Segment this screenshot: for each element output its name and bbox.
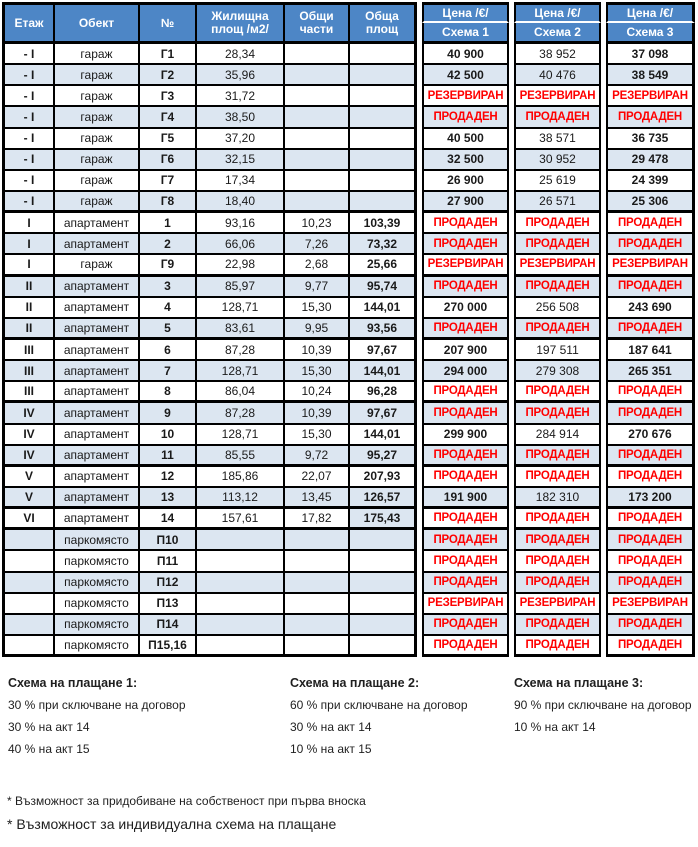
- cell-living-row-17: 86,04: [197, 382, 285, 403]
- cell-s2-row-16: 279 308: [514, 361, 601, 382]
- cell-s1-row-16: 294 000: [422, 361, 509, 382]
- cell-common-row-17: 10,24: [285, 382, 350, 403]
- cell-common-row-10: 7,26: [285, 234, 350, 255]
- cell-object-row-20: апартамент: [55, 446, 140, 467]
- cell-s1-row-11: РЕЗЕРВИРАН: [422, 255, 509, 276]
- cell-living-row-3: 31,72: [197, 86, 285, 107]
- price-table: [2, 2, 695, 657]
- cell-s1-row-2: 42 500: [422, 65, 509, 86]
- cell-floor-row-26: [2, 573, 55, 594]
- cell-s1-row-27: РЕЗЕРВИРАН: [422, 594, 509, 615]
- cell-living-row-13: 128,71: [197, 298, 285, 319]
- cell-s2-row-13: 256 508: [514, 298, 601, 319]
- cell-s3-row-24: ПРОДАДЕН: [606, 530, 695, 551]
- cell-common-row-8: [285, 192, 350, 213]
- cell-total-row-29: [350, 636, 417, 657]
- cell-floor-row-1: - I: [2, 44, 55, 65]
- cell-living-row-1: 28,34: [197, 44, 285, 65]
- payment-scheme-1-line: 30 % при сключване на договор: [8, 698, 186, 712]
- cell-s3-row-17: ПРОДАДЕН: [606, 382, 695, 403]
- cell-object-row-2: гараж: [55, 65, 140, 86]
- cell-living-row-12: 85,97: [197, 277, 285, 298]
- cell-no-row-14: 5: [140, 319, 197, 340]
- cell-s2-row-5: 38 571: [514, 129, 601, 150]
- cell-floor-row-28: [2, 615, 55, 636]
- cell-living-row-27: [197, 594, 285, 615]
- cell-common-row-5: [285, 129, 350, 150]
- cell-total-row-26: [350, 573, 417, 594]
- cell-no-row-22: 13: [140, 488, 197, 509]
- cell-living-row-18: 87,28: [197, 403, 285, 424]
- cell-living-row-2: 35,96: [197, 65, 285, 86]
- cell-s3-row-23: ПРОДАДЕН: [606, 509, 695, 530]
- cell-common-row-29: [285, 636, 350, 657]
- cell-floor-row-24: [2, 530, 55, 551]
- cell-common-row-14: 9,95: [285, 319, 350, 340]
- cell-floor-row-13: II: [2, 298, 55, 319]
- cell-common-row-23: 17,82: [285, 509, 350, 530]
- cell-no-row-20: 11: [140, 446, 197, 467]
- cell-s3-row-19: 270 676: [606, 425, 695, 446]
- cell-s3-row-25: ПРОДАДЕН: [606, 551, 695, 572]
- cell-no-row-8: Г8: [140, 192, 197, 213]
- cell-s3-row-29: ПРОДАДЕН: [606, 636, 695, 657]
- cell-common-row-9: 10,23: [285, 213, 350, 234]
- cell-total-row-20: 95,27: [350, 446, 417, 467]
- cell-s3-row-4: ПРОДАДЕН: [606, 107, 695, 128]
- cell-s1-row-12: ПРОДАДЕН: [422, 277, 509, 298]
- cell-s1-row-20: ПРОДАДЕН: [422, 446, 509, 467]
- cell-living-row-8: 18,40: [197, 192, 285, 213]
- cell-s1-row-28: ПРОДАДЕН: [422, 615, 509, 636]
- cell-s3-row-8: 25 306: [606, 192, 695, 213]
- cell-common-row-11: 2,68: [285, 255, 350, 276]
- cell-s2-row-8: 26 571: [514, 192, 601, 213]
- cell-floor-row-23: VI: [2, 509, 55, 530]
- cell-total-row-18: 97,67: [350, 403, 417, 424]
- cell-s3-row-22: 173 200: [606, 488, 695, 509]
- cell-total-row-13: 144,01: [350, 298, 417, 319]
- cell-common-row-28: [285, 615, 350, 636]
- cell-common-row-25: [285, 551, 350, 572]
- cell-s3-row-3: РЕЗЕРВИРАН: [606, 86, 695, 107]
- cell-s3-row-12: ПРОДАДЕН: [606, 277, 695, 298]
- cell-s3-row-27: РЕЗЕРВИРАН: [606, 594, 695, 615]
- cell-s3-row-11: РЕЗЕРВИРАН: [606, 255, 695, 276]
- header-total-area: Обща площ: [350, 2, 417, 44]
- cell-no-row-25: П11: [140, 551, 197, 572]
- cell-total-row-7: [350, 171, 417, 192]
- cell-common-row-13: 15,30: [285, 298, 350, 319]
- cell-no-row-21: 12: [140, 467, 197, 488]
- cell-s3-row-20: ПРОДАДЕН: [606, 446, 695, 467]
- cell-living-row-24: [197, 530, 285, 551]
- cell-object-row-3: гараж: [55, 86, 140, 107]
- cell-s3-row-5: 36 735: [606, 129, 695, 150]
- cell-floor-row-16: III: [2, 361, 55, 382]
- cell-floor-row-6: - I: [2, 150, 55, 171]
- header-price-scheme3: Цена /€/: [606, 2, 695, 23]
- cell-no-row-24: П10: [140, 530, 197, 551]
- cell-object-row-8: гараж: [55, 192, 140, 213]
- cell-s2-row-23: ПРОДАДЕН: [514, 509, 601, 530]
- footnote-individual-scheme: * Възможност за индивидуална схема на плащане: [7, 816, 337, 832]
- cell-living-row-5: 37,20: [197, 129, 285, 150]
- payment-scheme-2: [290, 676, 520, 756]
- footnote-first-installment: * Възможност за придобиване на собственост при първа вноска: [7, 794, 366, 808]
- cell-total-row-24: [350, 530, 417, 551]
- cell-total-row-14: 93,56: [350, 319, 417, 340]
- cell-total-row-12: 95,74: [350, 277, 417, 298]
- cell-s1-row-22: 191 900: [422, 488, 509, 509]
- cell-no-row-6: Г6: [140, 150, 197, 171]
- cell-s2-row-12: ПРОДАДЕН: [514, 277, 601, 298]
- cell-s1-row-8: 27 900: [422, 192, 509, 213]
- cell-no-row-27: П13: [140, 594, 197, 615]
- cell-floor-row-3: - I: [2, 86, 55, 107]
- cell-living-row-22: 113,12: [197, 488, 285, 509]
- cell-common-row-24: [285, 530, 350, 551]
- cell-no-row-29: П15,16: [140, 636, 197, 657]
- payment-scheme-1: [8, 676, 238, 756]
- cell-object-row-7: гараж: [55, 171, 140, 192]
- cell-s1-row-1: 40 900: [422, 44, 509, 65]
- cell-s1-row-9: ПРОДАДЕН: [422, 213, 509, 234]
- payment-scheme-3-title: Схема на плащане 3:: [514, 676, 644, 690]
- cell-total-row-19: 144,01: [350, 425, 417, 446]
- cell-s2-row-18: ПРОДАДЕН: [514, 403, 601, 424]
- cell-living-row-10: 66,06: [197, 234, 285, 255]
- cell-floor-row-29: [2, 636, 55, 657]
- cell-common-row-18: 10,39: [285, 403, 350, 424]
- cell-no-row-19: 10: [140, 425, 197, 446]
- cell-no-row-5: Г5: [140, 129, 197, 150]
- cell-common-row-3: [285, 86, 350, 107]
- cell-object-row-22: апартамент: [55, 488, 140, 509]
- cell-floor-row-21: V: [2, 467, 55, 488]
- payment-scheme-3: [514, 676, 698, 734]
- payment-scheme-2-line: 60 % при сключване на договор: [290, 698, 468, 712]
- cell-s2-row-10: ПРОДАДЕН: [514, 234, 601, 255]
- header-price-scheme1: Цена /€/: [422, 2, 509, 23]
- payment-scheme-1-title: Схема на плащане 1:: [8, 676, 138, 690]
- cell-object-row-24: паркомясто: [55, 530, 140, 551]
- cell-object-row-26: паркомясто: [55, 573, 140, 594]
- cell-s2-row-21: ПРОДАДЕН: [514, 467, 601, 488]
- cell-s1-row-5: 40 500: [422, 129, 509, 150]
- cell-living-row-6: 32,15: [197, 150, 285, 171]
- cell-total-row-6: [350, 150, 417, 171]
- cell-no-row-2: Г2: [140, 65, 197, 86]
- cell-object-row-29: паркомясто: [55, 636, 140, 657]
- cell-no-row-3: Г3: [140, 86, 197, 107]
- cell-floor-row-18: IV: [2, 403, 55, 424]
- cell-no-row-15: 6: [140, 340, 197, 361]
- cell-s1-row-26: ПРОДАДЕН: [422, 573, 509, 594]
- cell-no-row-11: Г9: [140, 255, 197, 276]
- cell-object-row-27: паркомясто: [55, 594, 140, 615]
- header-living-area: Жилищна площ /м2/: [197, 2, 285, 44]
- cell-total-row-5: [350, 129, 417, 150]
- cell-s3-row-26: ПРОДАДЕН: [606, 573, 695, 594]
- cell-floor-row-27: [2, 594, 55, 615]
- cell-s2-row-7: 25 619: [514, 171, 601, 192]
- cell-s2-row-25: ПРОДАДЕН: [514, 551, 601, 572]
- cell-s1-row-7: 26 900: [422, 171, 509, 192]
- cell-s2-row-1: 38 952: [514, 44, 601, 65]
- payment-scheme-3-line: 90 % при сключване на договор: [514, 698, 692, 712]
- cell-no-row-4: Г4: [140, 107, 197, 128]
- cell-no-row-7: Г7: [140, 171, 197, 192]
- cell-s3-row-10: ПРОДАДЕН: [606, 234, 695, 255]
- cell-common-row-20: 9,72: [285, 446, 350, 467]
- cell-s2-row-2: 40 476: [514, 65, 601, 86]
- cell-s1-row-17: ПРОДАДЕН: [422, 382, 509, 403]
- cell-s1-row-18: ПРОДАДЕН: [422, 403, 509, 424]
- cell-common-row-1: [285, 44, 350, 65]
- cell-floor-row-11: I: [2, 255, 55, 276]
- cell-common-row-16: 15,30: [285, 361, 350, 382]
- cell-total-row-15: 97,67: [350, 340, 417, 361]
- cell-living-row-16: 128,71: [197, 361, 285, 382]
- cell-total-row-21: 207,93: [350, 467, 417, 488]
- cell-floor-row-7: - I: [2, 171, 55, 192]
- cell-no-row-28: П14: [140, 615, 197, 636]
- cell-living-row-4: 38,50: [197, 107, 285, 128]
- cell-floor-row-22: V: [2, 488, 55, 509]
- cell-living-row-19: 128,71: [197, 425, 285, 446]
- cell-s2-row-9: ПРОДАДЕН: [514, 213, 601, 234]
- cell-s1-row-24: ПРОДАДЕН: [422, 530, 509, 551]
- cell-s1-row-25: ПРОДАДЕН: [422, 551, 509, 572]
- cell-total-row-27: [350, 594, 417, 615]
- header-common-parts: Общи части: [285, 2, 350, 44]
- cell-no-row-23: 14: [140, 509, 197, 530]
- cell-no-row-12: 3: [140, 277, 197, 298]
- cell-object-row-21: апартамент: [55, 467, 140, 488]
- cell-total-row-1: [350, 44, 417, 65]
- cell-total-row-11: 25,66: [350, 255, 417, 276]
- cell-object-row-14: апартамент: [55, 319, 140, 340]
- payment-scheme-2-title: Схема на плащане 2:: [290, 676, 420, 690]
- cell-total-row-22: 126,57: [350, 488, 417, 509]
- cell-s3-row-16: 265 351: [606, 361, 695, 382]
- cell-living-row-11: 22,98: [197, 255, 285, 276]
- cell-living-row-26: [197, 573, 285, 594]
- cell-s2-row-14: ПРОДАДЕН: [514, 319, 601, 340]
- cell-s1-row-6: 32 500: [422, 150, 509, 171]
- cell-floor-row-10: I: [2, 234, 55, 255]
- payment-scheme-2-line: 10 % на акт 15: [290, 742, 372, 756]
- cell-no-row-26: П12: [140, 573, 197, 594]
- cell-object-row-4: гараж: [55, 107, 140, 128]
- cell-total-row-17: 96,28: [350, 382, 417, 403]
- cell-object-row-25: паркомясто: [55, 551, 140, 572]
- cell-s1-row-19: 299 900: [422, 425, 509, 446]
- cell-s2-row-27: РЕЗЕРВИРАН: [514, 594, 601, 615]
- cell-total-row-4: [350, 107, 417, 128]
- cell-s2-row-11: РЕЗЕРВИРАН: [514, 255, 601, 276]
- cell-no-row-9: 1: [140, 213, 197, 234]
- cell-object-row-5: гараж: [55, 129, 140, 150]
- cell-common-row-7: [285, 171, 350, 192]
- cell-common-row-26: [285, 573, 350, 594]
- cell-object-row-13: апартамент: [55, 298, 140, 319]
- cell-s3-row-9: ПРОДАДЕН: [606, 213, 695, 234]
- payment-scheme-1-line: 30 % на акт 14: [8, 720, 90, 734]
- cell-total-row-23: 175,43: [350, 509, 417, 530]
- cell-s2-row-3: РЕЗЕРВИРАН: [514, 86, 601, 107]
- cell-common-row-15: 10,39: [285, 340, 350, 361]
- cell-object-row-15: апартамент: [55, 340, 140, 361]
- cell-no-row-17: 8: [140, 382, 197, 403]
- cell-s2-row-26: ПРОДАДЕН: [514, 573, 601, 594]
- cell-total-row-10: 73,32: [350, 234, 417, 255]
- cell-s2-row-20: ПРОДАДЕН: [514, 446, 601, 467]
- cell-living-row-25: [197, 551, 285, 572]
- cell-object-row-18: апартамент: [55, 403, 140, 424]
- cell-object-row-17: апартамент: [55, 382, 140, 403]
- cell-common-row-21: 22,07: [285, 467, 350, 488]
- cell-floor-row-2: - I: [2, 65, 55, 86]
- cell-object-row-9: апартамент: [55, 213, 140, 234]
- cell-s2-row-4: ПРОДАДЕН: [514, 107, 601, 128]
- cell-s2-row-22: 182 310: [514, 488, 601, 509]
- cell-s1-row-15: 207 900: [422, 340, 509, 361]
- cell-s1-row-10: ПРОДАДЕН: [422, 234, 509, 255]
- cell-total-row-25: [350, 551, 417, 572]
- cell-living-row-28: [197, 615, 285, 636]
- cell-no-row-1: Г1: [140, 44, 197, 65]
- cell-s1-row-4: ПРОДАДЕН: [422, 107, 509, 128]
- payment-scheme-1-line: 40 % на акт 15: [8, 742, 90, 756]
- cell-s3-row-13: 243 690: [606, 298, 695, 319]
- cell-living-row-21: 185,86: [197, 467, 285, 488]
- cell-object-row-12: апартамент: [55, 277, 140, 298]
- cell-total-row-16: 144,01: [350, 361, 417, 382]
- payment-scheme-2-line: 30 % на акт 14: [290, 720, 372, 734]
- cell-floor-row-8: - I: [2, 192, 55, 213]
- cell-no-row-18: 9: [140, 403, 197, 424]
- cell-floor-row-14: II: [2, 319, 55, 340]
- cell-common-row-27: [285, 594, 350, 615]
- cell-s3-row-21: ПРОДАДЕН: [606, 467, 695, 488]
- cell-floor-row-20: IV: [2, 446, 55, 467]
- cell-s3-row-1: 37 098: [606, 44, 695, 65]
- cell-living-row-29: [197, 636, 285, 657]
- cell-s1-row-14: ПРОДАДЕН: [422, 319, 509, 340]
- payment-scheme-3-line: 10 % на акт 14: [514, 720, 596, 734]
- cell-no-row-13: 4: [140, 298, 197, 319]
- cell-object-row-23: апартамент: [55, 509, 140, 530]
- cell-s1-row-3: РЕЗЕРВИРАН: [422, 86, 509, 107]
- cell-total-row-2: [350, 65, 417, 86]
- cell-common-row-2: [285, 65, 350, 86]
- cell-object-row-1: гараж: [55, 44, 140, 65]
- cell-floor-row-12: II: [2, 277, 55, 298]
- cell-s3-row-7: 24 399: [606, 171, 695, 192]
- cell-s3-row-14: ПРОДАДЕН: [606, 319, 695, 340]
- cell-common-row-22: 13,45: [285, 488, 350, 509]
- cell-s3-row-2: 38 549: [606, 65, 695, 86]
- cell-living-row-23: 157,61: [197, 509, 285, 530]
- cell-common-row-12: 9,77: [285, 277, 350, 298]
- cell-floor-row-15: III: [2, 340, 55, 361]
- header-scheme3-label: Схема 3: [606, 23, 695, 44]
- cell-s2-row-15: 197 511: [514, 340, 601, 361]
- cell-s2-row-29: ПРОДАДЕН: [514, 636, 601, 657]
- cell-s2-row-19: 284 914: [514, 425, 601, 446]
- cell-s3-row-6: 29 478: [606, 150, 695, 171]
- cell-total-row-28: [350, 615, 417, 636]
- cell-s1-row-21: ПРОДАДЕН: [422, 467, 509, 488]
- header-object: Обект: [55, 2, 140, 44]
- cell-object-row-16: апартамент: [55, 361, 140, 382]
- cell-object-row-10: апартамент: [55, 234, 140, 255]
- cell-s1-row-29: ПРОДАДЕН: [422, 636, 509, 657]
- cell-living-row-9: 93,16: [197, 213, 285, 234]
- cell-s1-row-23: ПРОДАДЕН: [422, 509, 509, 530]
- cell-common-row-6: [285, 150, 350, 171]
- cell-object-row-19: апартамент: [55, 425, 140, 446]
- cell-no-row-16: 7: [140, 361, 197, 382]
- cell-object-row-11: гараж: [55, 255, 140, 276]
- cell-floor-row-9: I: [2, 213, 55, 234]
- cell-object-row-28: паркомясто: [55, 615, 140, 636]
- cell-s3-row-15: 187 641: [606, 340, 695, 361]
- cell-s2-row-6: 30 952: [514, 150, 601, 171]
- cell-total-row-9: 103,39: [350, 213, 417, 234]
- header-scheme2-label: Схема 2: [514, 23, 601, 44]
- cell-common-row-19: 15,30: [285, 425, 350, 446]
- header-number: №: [140, 2, 197, 44]
- cell-living-row-20: 85,55: [197, 446, 285, 467]
- cell-s2-row-17: ПРОДАДЕН: [514, 382, 601, 403]
- cell-s1-row-13: 270 000: [422, 298, 509, 319]
- cell-total-row-3: [350, 86, 417, 107]
- cell-s3-row-18: ПРОДАДЕН: [606, 403, 695, 424]
- cell-living-row-15: 87,28: [197, 340, 285, 361]
- cell-s3-row-28: ПРОДАДЕН: [606, 615, 695, 636]
- cell-total-row-8: [350, 192, 417, 213]
- cell-floor-row-25: [2, 551, 55, 572]
- cell-s2-row-24: ПРОДАДЕН: [514, 530, 601, 551]
- header-floor: Етаж: [2, 2, 55, 44]
- cell-s2-row-28: ПРОДАДЕН: [514, 615, 601, 636]
- cell-floor-row-17: III: [2, 382, 55, 403]
- cell-floor-row-19: IV: [2, 425, 55, 446]
- cell-floor-row-5: - I: [2, 129, 55, 150]
- cell-living-row-14: 83,61: [197, 319, 285, 340]
- cell-living-row-7: 17,34: [197, 171, 285, 192]
- cell-common-row-4: [285, 107, 350, 128]
- cell-floor-row-4: - I: [2, 107, 55, 128]
- header-scheme1-label: Схема 1: [422, 23, 509, 44]
- cell-object-row-6: гараж: [55, 150, 140, 171]
- header-price-scheme2: Цена /€/: [514, 2, 601, 23]
- cell-no-row-10: 2: [140, 234, 197, 255]
